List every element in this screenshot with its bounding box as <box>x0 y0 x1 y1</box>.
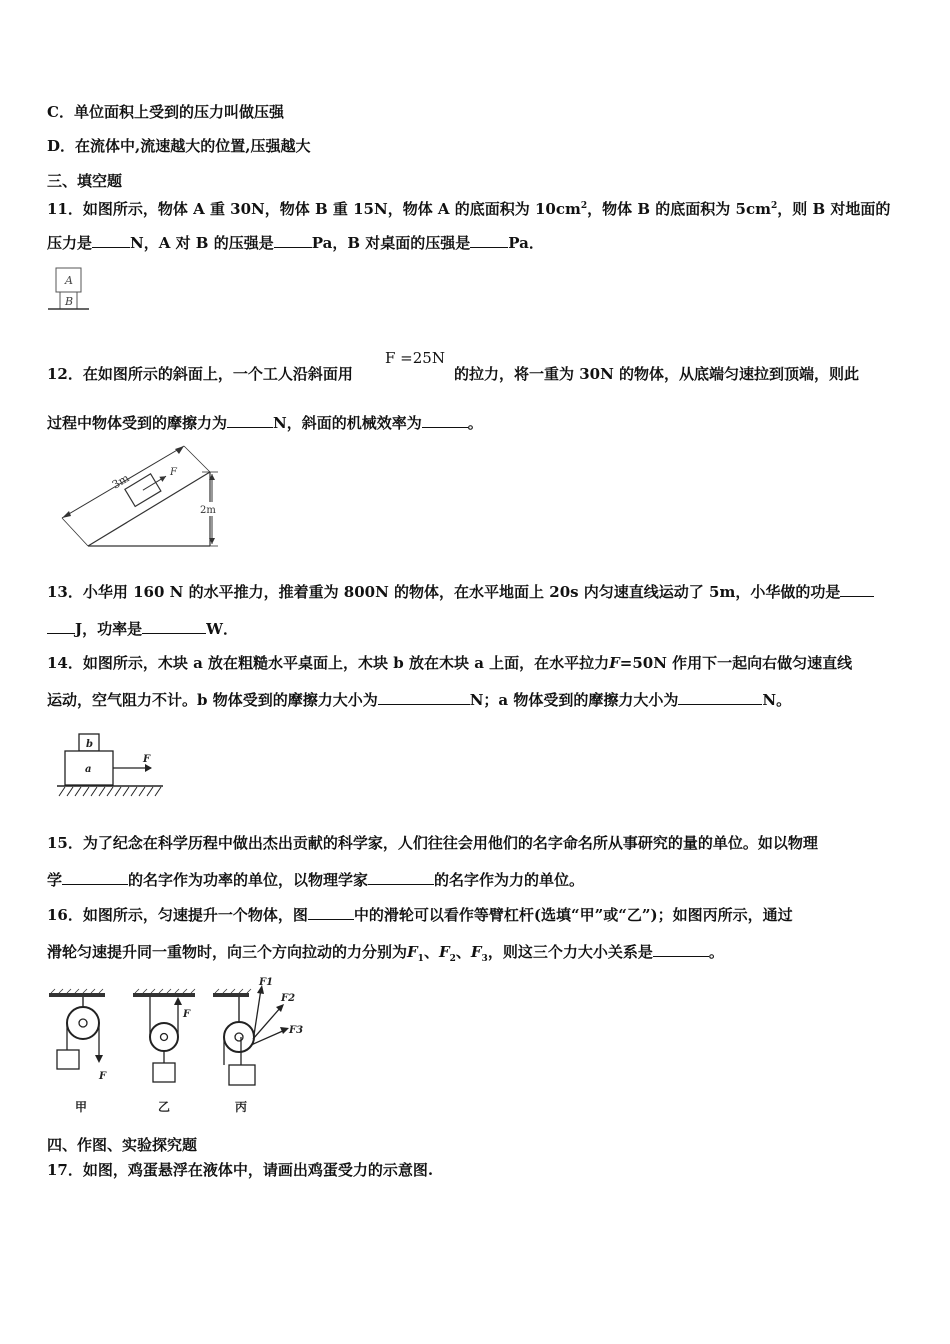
pulley-jia <box>49 989 107 1114</box>
q11-blank-3[interactable] <box>470 233 508 248</box>
q13-line1: 13．小华用 160 N 的水平推力，推着重为 800N 的物体，在水平地面上 20s 内匀速直线运动了 5m，小华做的功是 <box>47 582 874 602</box>
q11-blank-2[interactable] <box>274 233 312 248</box>
q14-line1: 14．如图所示，木块 a 放在粗糙水平桌面上，木块 b 放在木块 a 上面，在水平拉力F=50N 作用下一起向右做匀速直线 <box>47 654 853 672</box>
q13-line2: J，功率是 W． <box>47 619 238 639</box>
q16-line2: 滑轮匀速提升同一重物时，向三个方向拉动的力分别为$F_1$、$F_2$、$F_3$，则这三个力大小关系是 。 <box>47 943 724 964</box>
length-label: 3m <box>109 471 132 492</box>
force-label-f2: F2 <box>281 993 296 1004</box>
caption-jia: 甲 <box>75 1100 88 1114</box>
label-b: b <box>86 739 93 750</box>
q16-line1: 16．如图所示，匀速提升一个物体，图 中的滑轮可以看作等臂杠杆(选填“甲”或“乙”)；如图丙所示，通过 <box>47 906 793 924</box>
q12-formula: F =25N <box>385 349 445 367</box>
height-label: 2m <box>200 505 216 516</box>
q16-pulley-figure <box>45 975 315 1120</box>
section-3-heading: 三、填空题 <box>47 172 123 190</box>
q14-line2: 运动，空气阻力不计。b 物体受到的摩擦力大小为 N；a 物体受到的摩擦力大小为 N。 <box>47 691 792 709</box>
label-a: A <box>65 274 73 287</box>
section-4-heading: 四、作图、实验探究题 <box>47 1136 198 1154</box>
force-label: F <box>143 754 151 765</box>
q11-blank-1[interactable] <box>92 233 130 248</box>
pulley-bing <box>213 977 303 1114</box>
q11-line1: 11．如图所示，物体 A 重 30N，物体 B 重 15N，物体 A 的底面积为 $10cm^2$，物体 B 的底面积为 $5cm^2$，则 B 对地面的 <box>47 200 891 218</box>
q16-blank-1[interactable] <box>308 905 354 920</box>
q12-blank-2[interactable] <box>422 413 468 428</box>
force-label-jia: F <box>99 1071 107 1082</box>
q15-line2: 学 的名字作为功率的单位，以物理学家 的名字作为力的单位。 <box>47 871 585 889</box>
label-b: B <box>65 295 74 308</box>
q11-line2: 压力是 N，A 对 B 的压强是 Pa，B 对桌面的压强是 Pa． <box>47 234 544 252</box>
q12-line2: 过程中物体受到的摩擦力为 N，斜面的机械效率为 。 <box>47 414 483 432</box>
option-d: D．在流体中,流速越大的位置,压强越大 <box>47 137 311 155</box>
q12-incline-figure <box>52 442 232 554</box>
force-label-f1: F1 <box>259 977 274 988</box>
pulley-yi <box>133 989 195 1114</box>
q17-line1: 17．如图，鸡蛋悬浮在液体中，请画出鸡蛋受力的示意图. <box>47 1161 434 1179</box>
q13-blank-1a[interactable] <box>840 582 874 597</box>
q12-line1-a: 12．在如图所示的斜面上，一个工人沿斜面用 <box>47 365 353 383</box>
force-label: F <box>170 467 177 478</box>
label-a: a <box>85 764 92 775</box>
q15-blank-1[interactable] <box>62 870 128 885</box>
q11-figure <box>46 266 92 314</box>
caption-bing: 丙 <box>235 1100 248 1114</box>
option-c: C．单位面积上受到的压力叫做压强 <box>47 103 284 121</box>
q16-blank-2[interactable] <box>653 942 709 957</box>
q14-blank-2[interactable] <box>678 690 762 705</box>
q14-blank-1[interactable] <box>378 690 470 705</box>
q12-line1-b: 的拉力，将一重为 30N 的物体，从底端匀速拉到顶端，则此 <box>454 365 860 383</box>
force-label-f3: F3 <box>289 1025 304 1036</box>
force-label-yi: F <box>183 1009 191 1020</box>
q15-line1: 15．为了纪念在科学历程中做出杰出贡献的科学家，人们往往会用他们的名字命名所从事研究的量的单位。如以物理 <box>47 834 818 852</box>
q13-blank-2[interactable] <box>142 619 206 634</box>
caption-yi: 乙 <box>158 1100 171 1114</box>
q12-blank-1[interactable] <box>227 413 273 428</box>
q15-blank-2[interactable] <box>368 870 434 885</box>
q13-blank-1b[interactable] <box>47 619 75 634</box>
q14-figure <box>55 732 167 800</box>
